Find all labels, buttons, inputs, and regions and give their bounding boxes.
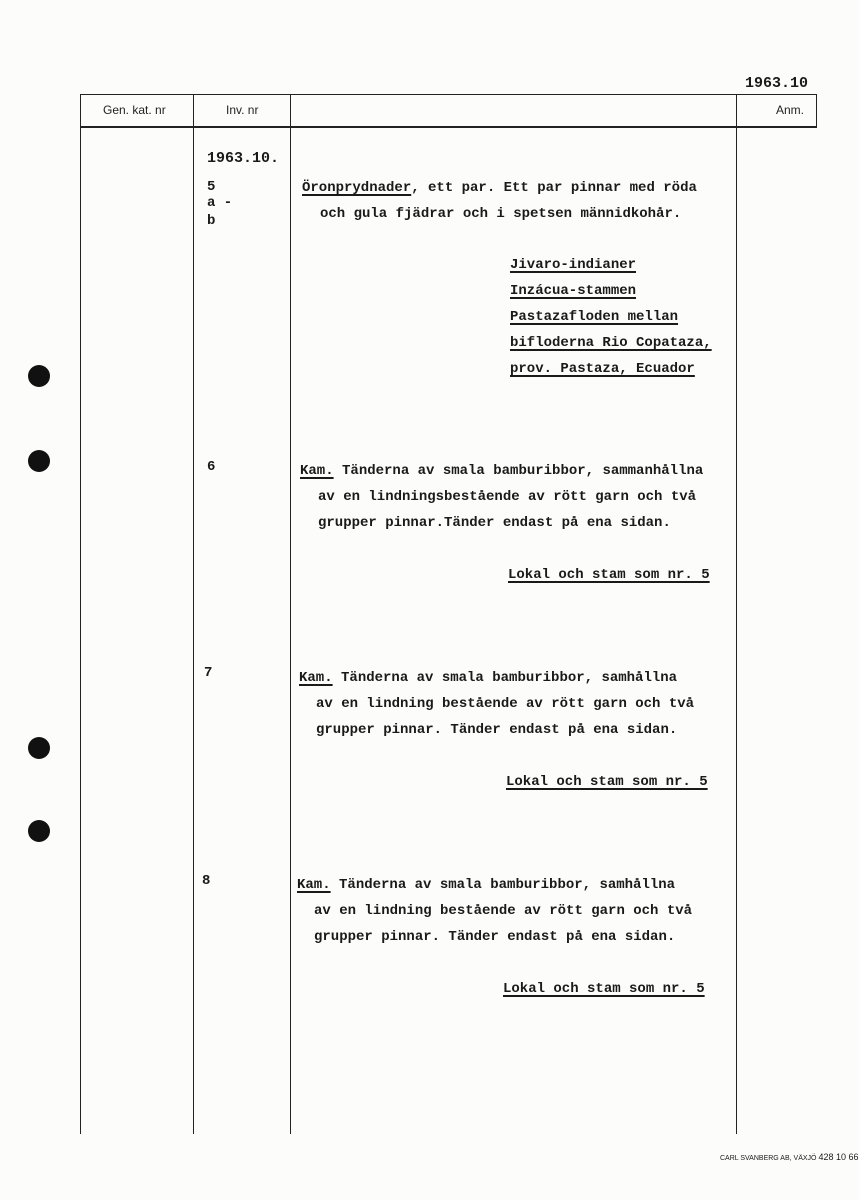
location-line: Jivaro-indianer: [510, 257, 637, 273]
header-anm: Anm.: [776, 103, 805, 117]
entry-title: Kam.: [300, 463, 334, 479]
punch-hole: [28, 737, 50, 759]
entry-line: och gula fjädrar och i spetsen männidkohår.: [320, 206, 682, 222]
entry-text: Tänderna av smala bamburibbor, samhållna: [332, 670, 678, 686]
column-divider: [736, 94, 737, 1134]
entry-title: Kam.: [299, 670, 333, 686]
entry-title: Kam.: [297, 877, 331, 893]
reference-line: Lokal och stam som nr. 5: [508, 567, 710, 583]
entry-line: [297, 872, 675, 898]
header-inv-nr: Inv. nr: [226, 103, 259, 117]
reference-line: Lokal och stam som nr. 5: [503, 981, 705, 997]
punch-hole: [28, 365, 50, 387]
form-number: 428 10 66: [818, 1152, 859, 1162]
header-bottom-rule: [80, 126, 817, 128]
entry-line: [300, 458, 703, 484]
location-line: Pastazafloden mellan: [510, 309, 679, 325]
column-divider: [816, 94, 817, 128]
inv-suffix: a -: [207, 195, 233, 211]
printer-imprint: [720, 1152, 858, 1162]
location-line: Inzácua-stammen: [510, 283, 637, 299]
inv-number: 8: [202, 873, 211, 889]
column-divider: [290, 94, 291, 1134]
entry-line: av en lindning bestående av rött garn och två: [316, 696, 695, 712]
entry-line: av en lindningsbestående av rött garn och två: [318, 489, 697, 505]
column-divider: [80, 94, 81, 1134]
column-divider: [193, 94, 194, 1134]
inv-suffix: b: [207, 213, 216, 229]
inv-number: 6: [207, 459, 216, 475]
location-line: prov. Pastaza, Ecuador: [510, 361, 695, 377]
catalogue-number: 1963.10: [745, 75, 809, 92]
entry-text: Tänderna av smala bamburibbor, samhållna: [330, 877, 676, 893]
header-gen-kat-nr: Gen. kat. nr: [103, 103, 166, 117]
entry-text: , ett par. Ett par pinnar med röda: [411, 180, 697, 196]
entry-line: [302, 175, 697, 201]
punch-hole: [28, 820, 50, 842]
entry-text: Tänderna av smala bamburibbor, sammanhållna: [333, 463, 704, 479]
entry-title: Öronprydnader: [302, 180, 412, 196]
entry-line: grupper pinnar.Tänder endast på ena sidan.: [318, 515, 671, 531]
location-line: bifloderna Rio Copataza,: [510, 335, 712, 351]
inv-number: 5: [207, 179, 216, 195]
entry-line: grupper pinnar. Tänder endast på ena sidan.: [314, 929, 676, 945]
printer-name: CARL SVANBERG AB, VÄXJÖ: [720, 1155, 817, 1162]
reference-line: Lokal och stam som nr. 5: [506, 774, 708, 790]
entry-line: [299, 665, 677, 691]
entry-line: av en lindning bestående av rött garn och två: [314, 903, 693, 919]
punch-hole: [28, 450, 50, 472]
header-top-rule: [80, 94, 817, 95]
inv-number: 7: [204, 665, 213, 681]
entry-line: grupper pinnar. Tänder endast på ena sidan.: [316, 722, 678, 738]
inventory-prefix: 1963.10.: [207, 150, 280, 167]
